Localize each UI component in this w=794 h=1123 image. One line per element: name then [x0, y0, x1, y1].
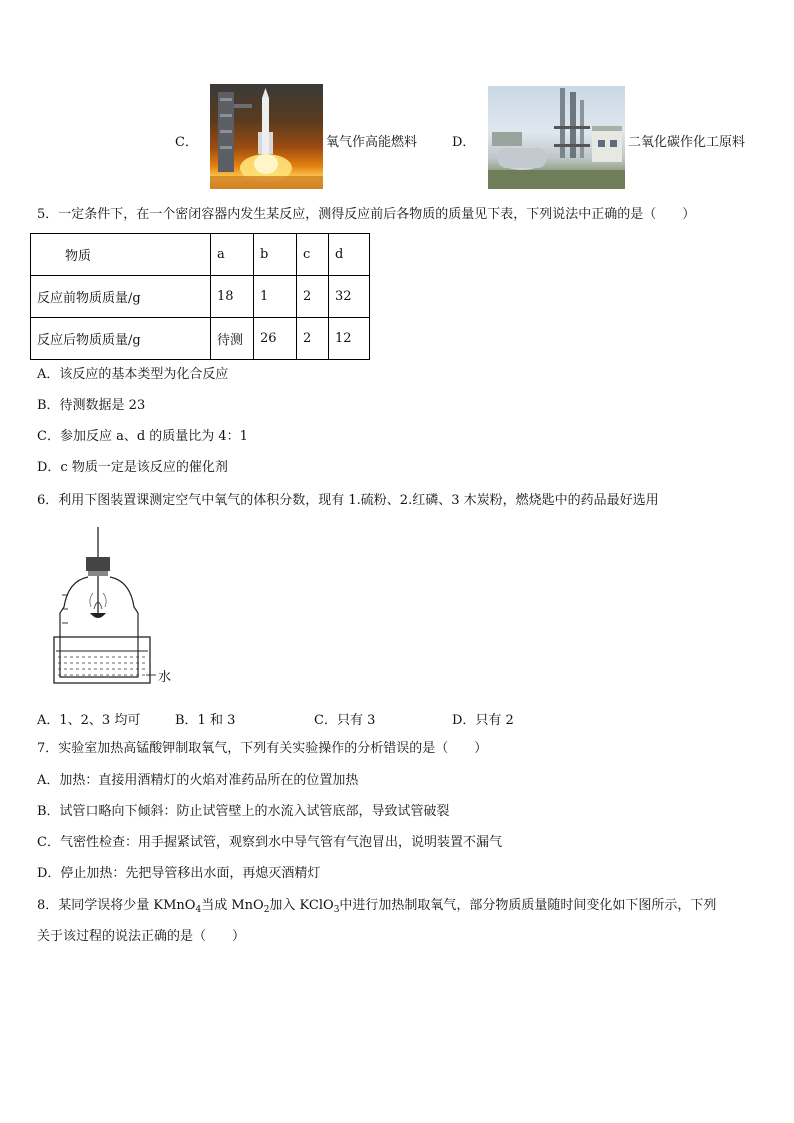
table-cell: 反应前物质质量/g [31, 276, 211, 318]
q7-option-c: C．气密性检查：用手握紧试管，观察到水中导气管有气泡冒出，说明装置不漏气 [37, 835, 502, 850]
table-header-row [31, 234, 370, 276]
q6-option-a: A．1、2、3 均可 [37, 713, 141, 728]
bell-jar-apparatus-figure [50, 525, 170, 687]
q6-option-c: C．只有 3 [314, 713, 376, 728]
q8-stem: 8．某同学误将少量 KMnO$_4$当成 MnO$_2$加入 KClO$_3$中进行加热制取氧气，部分物质质量随时间变化如下图所示，下列 [37, 898, 717, 915]
table-cell: 32 [329, 276, 370, 318]
q6-option-d: D．只有 2 [452, 713, 514, 728]
q6-option-b: B．1 和 3 [175, 713, 236, 728]
q6-stem: 6．利用下图装置课测定空气中氧气的体积分数，现有 1.硫粉、2.红磷、3 木炭粉，燃烧匙中的药品最好选用 [37, 493, 659, 508]
q7-option-a: A．加热：直接用酒精灯的火焰对准药品所在的位置加热 [37, 773, 359, 788]
rocket-launch-photo [210, 84, 323, 189]
q8-stem-line2: 关于该过程的说法正确的是（ ） [37, 929, 246, 944]
q5-option-a: A．该反应的基本类型为化合反应 [37, 367, 229, 382]
table-row [31, 276, 370, 318]
table-header-cell: 物质 [31, 234, 211, 276]
q7-option-b: B．试管口略向下倾斜：防止试管壁上的水流入试管底部，导致试管破裂 [37, 804, 450, 819]
q4-option-c-label: C． [175, 135, 198, 150]
table-cell: 1 [254, 276, 297, 318]
q5-mass-table [30, 233, 370, 360]
q5-option-d: D．c 物质一定是该反应的催化剂 [37, 460, 228, 475]
q4-option-c-text: 氧气作高能燃料 [326, 135, 418, 150]
q7-stem: 7．实验室加热高锰酸钾制取氧气，下列有关实验操作的分析错误的是（ ） [37, 741, 488, 756]
q4-option-d-label: D． [452, 135, 476, 150]
chemical-plant-photo [488, 86, 625, 189]
table-cell: 18 [211, 276, 254, 318]
table-header-cell: c [297, 234, 329, 276]
q4-option-d-text: 二氧化碳作化工原料 [628, 135, 746, 150]
q7-option-d: D．停止加热：先把导管移出水面，再熄灭酒精灯 [37, 866, 321, 881]
table-cell: 2 [297, 318, 329, 360]
table-header-cell: a [211, 234, 254, 276]
table-cell: 待测 [211, 318, 254, 360]
q5-stem: 5．一定条件下，在一个密闭容器内发生某反应，测得反应前后各物质的质量见下表，下列说法中正确的是（ ） [37, 207, 696, 222]
q5-option-c: C．参加反应 a、d 的质量比为 4：1 [37, 429, 248, 444]
table-cell: 12 [329, 318, 370, 360]
table-row [31, 318, 370, 360]
table-header-cell: b [254, 234, 297, 276]
table-cell: 26 [254, 318, 297, 360]
table-cell: 反应后物质质量/g [31, 318, 211, 360]
q5-option-b: B．待测数据是 23 [37, 398, 146, 413]
table-cell: 2 [297, 276, 329, 318]
water-label: 水 [158, 670, 172, 685]
table-header-cell: d [329, 234, 370, 276]
